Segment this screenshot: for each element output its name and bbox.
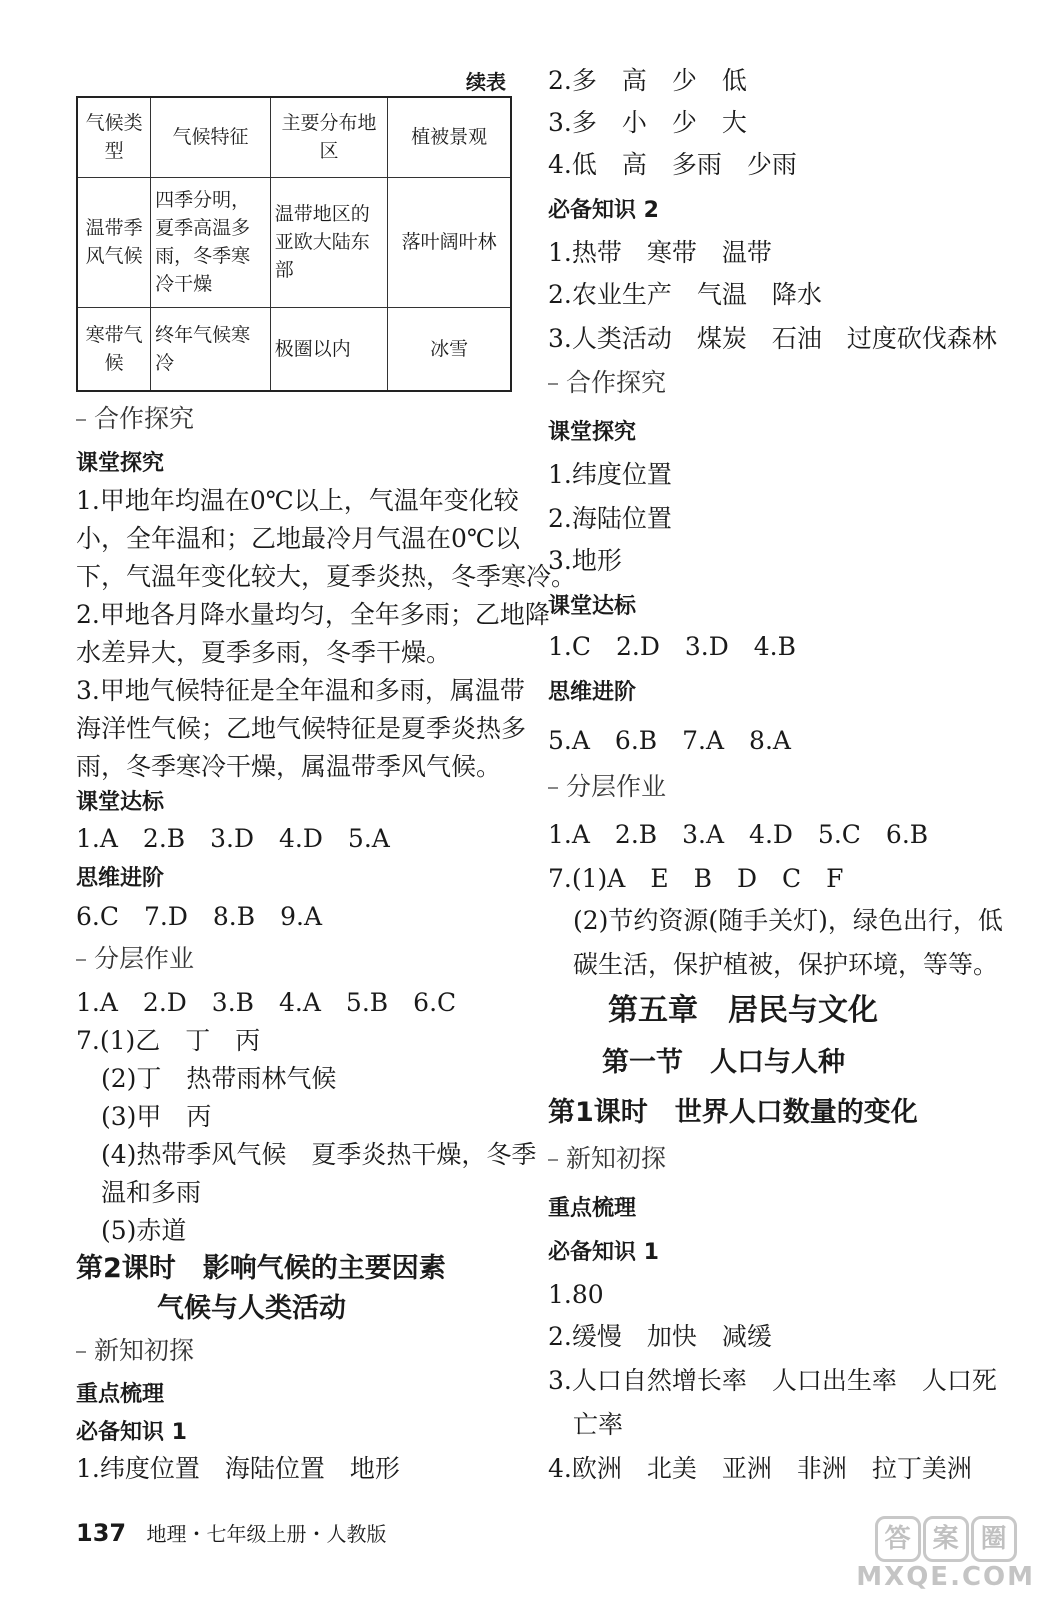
table-row [77,177,511,307]
sub-heading: 思维进阶 [76,866,165,891]
watermark-logo-char: 答 [875,1516,921,1562]
answer-line: 水差异大，夏季多雨，冬季干燥。 [76,638,452,667]
section-heading: 合作探究 [76,402,194,436]
answer-line: (4)热带季风气候 夏季炎热干燥，冬季 [76,1140,537,1169]
book-info: 地理・七年级上册・人教版 [146,1522,387,1546]
answer-line: 雨，冬季寒冷干燥，属温带季风气候。 [76,752,502,781]
answer-line: 温和多雨 [76,1178,202,1207]
chapter-heading: 第1课时 世界人口数量的变化 [548,1097,918,1128]
answer-line: 海洋性气候；乙地气候特征是夏季炎热多 [76,714,527,743]
sub-heading: 思维进阶 [548,680,637,705]
answer-line: 3.地形 [548,546,622,575]
answer-line: 6.C 7.D 8.B 9.A [76,902,323,931]
answer-line: 亡率 [548,1410,624,1439]
answer-line: 3.多 小 少 大 [548,108,747,137]
climate-table [76,96,512,392]
answer-line: 3.人类活动 煤炭 石油 过度砍伐森林 [548,324,997,353]
chapter-heading: 第一节 人口与人种 [548,1047,845,1078]
sub-heading: 课堂达标 [548,594,637,619]
watermark-logo-char: 圈 [971,1516,1017,1562]
chapter-heading: 第2课时 影响气候的主要因素 [76,1253,446,1284]
section-heading: 合作探究 [548,366,666,400]
table-header-cell: 气候类型 [77,97,151,177]
sub-heading: 必备知识 2 [548,198,659,223]
answer-line: 2.甲地各月降水量均匀，全年多雨；乙地降 [76,600,550,629]
answer-line: 小，全年温和；乙地最冷月气温在0℃以 [76,524,520,553]
answer-line: 2.多 高 少 低 [548,66,747,95]
answer-line: 1.A 2.B 3.A 4.D 5.C 6.B [548,820,929,849]
answer-line: (3)甲 丙 [76,1102,212,1131]
table-cell: 四季分明，夏季高温多雨，冬季寒冷干燥 [151,177,271,307]
answer-line: (5)赤道 [76,1216,187,1245]
answer-line: 下，气温年变化较大，夏季炎热，冬季寒冷。 [76,562,577,591]
table-cell: 寒带气候 [77,307,151,391]
answer-line: 4.低 高 多雨 少雨 [548,150,797,179]
section-heading: 新知初探 [548,1142,666,1176]
table-cell: 极圈以内 [270,307,387,391]
table-cell: 温带地区的亚欧大陆东部 [270,177,387,307]
sub-heading: 课堂达标 [76,790,165,815]
sub-heading: 重点梳理 [76,1382,165,1407]
answer-line: 2.农业生产 气温 降水 [548,280,822,309]
sub-heading: 必备知识 1 [548,1240,659,1265]
table-header-cell: 主要分布地区 [270,97,387,177]
answer-line: 5.A 6.B 7.A 8.A [548,726,791,755]
table-caption: 续表 [466,70,506,94]
answer-line: 7.(1)A E B D C F [548,864,844,893]
table-cell: 落叶阔叶林 [388,177,511,307]
answer-line: (2)丁 热带雨林气候 [76,1064,337,1093]
answer-line: 3.人口自然增长率 人口出生率 人口死 [548,1366,997,1395]
watermark [856,1516,1035,1592]
watermark-logo [856,1516,1035,1562]
answer-line: 3.甲地气候特征是全年温和多雨，属温带 [76,676,525,705]
answer-line: 4.欧洲 北美 亚洲 非洲 拉丁美洲 [548,1454,972,1483]
answer-line: (2)节约资源(随手关灯)，绿色出行，低 [548,906,1003,935]
answer-line: 1.热带 寒带 温带 [548,238,772,267]
chapter-heading: 气候与人类活动 [76,1293,346,1324]
sub-heading: 重点梳理 [548,1196,637,1221]
watermark-url: MXQE.COM [856,1562,1035,1592]
sub-heading: 课堂探究 [548,420,637,445]
table-cell: 冰雪 [388,307,511,391]
section-heading: 新知初探 [76,1334,194,1368]
answer-line: 1.A 2.B 3.D 4.D 5.A [76,824,390,853]
answer-line: 7.(1)乙 丁 丙 [76,1026,261,1055]
answer-line: 碳生活，保护植被，保护环境，等等。 [548,950,999,979]
answer-line: 1.C 2.D 3.D 4.B [548,632,796,661]
table-header-cell: 植被景观 [388,97,511,177]
table-cell: 温带季风气候 [77,177,151,307]
table-row [77,307,511,391]
page-footer [76,1518,386,1547]
chapter-heading: 第五章 居民与文化 [548,993,878,1028]
page-number: 137 [76,1519,127,1547]
answer-line: 2.缓慢 加快 减缓 [548,1322,772,1351]
sub-heading: 课堂探究 [76,451,165,476]
answer-line: 2.海陆位置 [548,504,672,533]
answer-line: 1.甲地年均温在0℃以上，气温年变化较 [76,486,519,515]
answer-line: 1.A 2.D 3.B 4.A 5.B 6.C [76,988,457,1017]
table-header-row [77,97,511,177]
section-heading: 分层作业 [548,770,666,804]
answer-line: 1.纬度位置 海陆位置 地形 [76,1454,400,1483]
table-header-cell: 气候特征 [151,97,271,177]
watermark-logo-char: 案 [923,1516,969,1562]
table-cell: 终年气候寒冷 [151,307,271,391]
section-heading: 分层作业 [76,942,194,976]
sub-heading: 必备知识 1 [76,1420,187,1445]
answer-line: 1.纬度位置 [548,460,672,489]
answer-line: 1.80 [548,1280,604,1309]
